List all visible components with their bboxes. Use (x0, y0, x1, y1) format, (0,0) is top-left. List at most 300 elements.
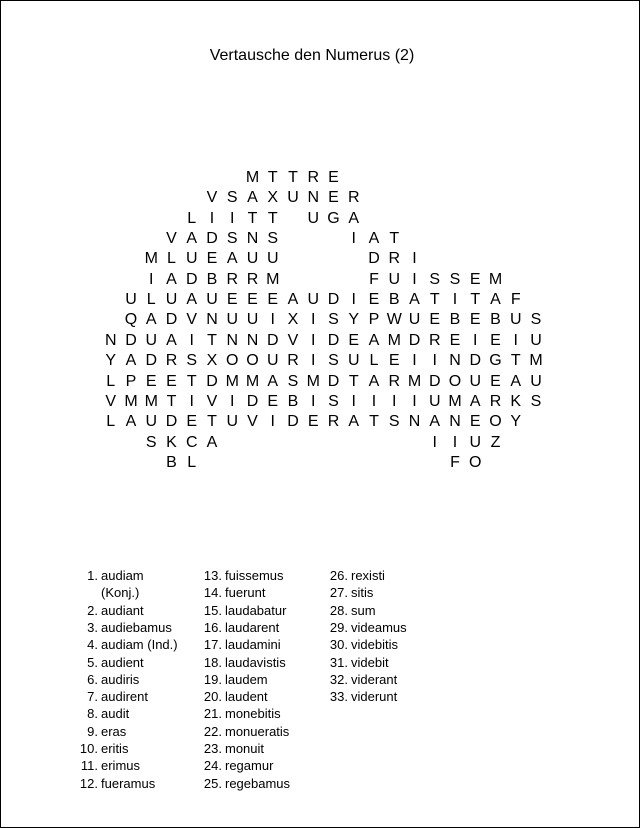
word-text: audiris (101, 671, 140, 687)
grid-letter: T (510, 352, 521, 370)
grid-letter: D (287, 413, 299, 431)
grid-letter: U (347, 352, 360, 370)
grid-letter: U (469, 372, 482, 390)
grid-letter: A (287, 291, 299, 309)
word-list-item (200, 602, 286, 619)
word-text: monueratis (225, 723, 290, 739)
word-number: 6. (87, 671, 98, 687)
grid-letter: I (270, 413, 275, 431)
grid-letter: R (388, 250, 401, 268)
grid-letter: D (165, 311, 178, 329)
word-list-item (200, 567, 284, 584)
grid-letter: I (189, 331, 194, 349)
grid-letter: O (226, 352, 239, 370)
grid-letter: N (408, 413, 421, 431)
grid-letter: P (125, 372, 137, 390)
grid-letter: S (449, 270, 461, 288)
grid-letter: I (351, 392, 356, 410)
grid-letter: T (166, 392, 177, 410)
grid-letter: S (530, 392, 542, 410)
word-list-item (73, 619, 172, 636)
word-number: 8. (87, 706, 98, 722)
word-text: videamus (351, 619, 407, 635)
grid-letter: E (368, 291, 380, 309)
word-number: 14. (203, 585, 222, 601)
word-list-item (200, 723, 289, 740)
grid-letter: R (489, 392, 502, 410)
grid-letter: D (165, 413, 178, 431)
grid-letter: L (146, 291, 156, 309)
grid-letter: U (145, 331, 158, 349)
grid-letter: S (328, 392, 339, 410)
word-text: laudavistis (225, 654, 286, 670)
word-number: 5. (87, 654, 98, 670)
grid-letter: A (186, 291, 198, 309)
word-text: laudarent (225, 619, 280, 635)
grid-letter: T (348, 372, 359, 390)
word-text: audiebamus (101, 619, 172, 635)
grid-letter: V (287, 331, 299, 349)
word-list-item (73, 757, 140, 774)
grid-letter: M (124, 392, 138, 410)
grid-letter: D (125, 331, 137, 349)
word-list-item (73, 636, 178, 653)
grid-letter: E (469, 413, 481, 431)
grid-letter: R (347, 189, 360, 207)
grid-letter: E (469, 270, 481, 288)
grid-letter: R (327, 413, 340, 431)
grid-letter: R (287, 352, 299, 370)
grid-letter: S (328, 352, 339, 370)
grid-letter: E (429, 311, 441, 329)
grid-letter: A (186, 230, 198, 248)
word-list-item (73, 602, 144, 619)
grid-letter: D (469, 352, 482, 370)
page-title: Vertausche den Numerus (2) (209, 47, 415, 64)
grid-letter: L (167, 250, 176, 268)
grid-letter: I (351, 230, 356, 248)
grid-letter: A (267, 372, 279, 390)
grid-letter: I (412, 270, 417, 288)
grid-letter: S (186, 352, 198, 370)
word-list-item (200, 740, 264, 757)
grid-letter: D (266, 331, 279, 349)
grid-letter: I (149, 270, 154, 288)
grid-letter: P (368, 311, 380, 329)
grid-letter: E (206, 250, 218, 268)
grid-letter: W (386, 311, 402, 329)
word-number: 26. (329, 568, 348, 583)
word-list-item (326, 688, 397, 705)
grid-letter: I (452, 291, 458, 309)
word-list-item (200, 705, 281, 722)
grid-letter: M (144, 392, 158, 410)
word-number: 7. (87, 689, 98, 705)
grid-letter: U (125, 291, 137, 309)
grid-letter: T (389, 230, 400, 248)
grid-letter: M (407, 372, 422, 390)
grid-letter: B (206, 270, 218, 288)
word-text: sitis (351, 585, 374, 601)
grid-letter: I (371, 392, 377, 410)
grid-letter: B (490, 311, 501, 329)
grid-letter: E (186, 413, 198, 431)
grid-letter: D (185, 270, 198, 288)
grid-letter: U (307, 291, 320, 309)
grid-letter: I (189, 392, 194, 410)
grid-letter: V (247, 413, 258, 431)
grid-letter: E (348, 331, 360, 349)
grid-letter: Q (124, 311, 138, 329)
grid-letter: U (165, 291, 178, 309)
grid-letter: V (166, 230, 177, 248)
grid-letter: D (408, 331, 421, 349)
grid-letter: A (206, 433, 218, 451)
word-text: viderant (351, 671, 398, 687)
word-list-item (200, 636, 281, 653)
grid-letter: T (429, 291, 440, 309)
grid-letter: X (287, 311, 299, 329)
grid-letter: S (145, 433, 157, 451)
grid-letter: E (307, 413, 319, 431)
word-text: audient (101, 654, 144, 670)
grid-letter: U (307, 209, 320, 227)
word-number: 20. (203, 689, 222, 705)
grid-letter: E (328, 169, 339, 186)
grid-letter: R (226, 270, 239, 288)
grid-letter: D (145, 352, 158, 370)
grid-letter: X (206, 352, 218, 370)
grid-letter: M (448, 392, 462, 410)
word-number: 11. (80, 758, 98, 774)
grid-letter: D (327, 291, 340, 309)
grid-letter: I (473, 331, 478, 349)
word-list-item (73, 584, 139, 601)
grid-letter: F (510, 291, 521, 309)
grid-letter: U (226, 311, 239, 329)
grid-letter: A (247, 189, 258, 207)
word-text: fuerunt (225, 585, 266, 601)
word-list-item (326, 602, 376, 619)
grid-letter: V (105, 392, 117, 410)
grid-letter: A (429, 413, 441, 431)
grid-letter: Z (490, 433, 501, 451)
grid-letter: A (510, 372, 522, 390)
grid-letter: O (246, 352, 259, 370)
grid-letter: U (226, 413, 239, 431)
grid-letter: U (530, 331, 542, 349)
grid-letter: N (104, 331, 117, 349)
grid-letter: I (351, 291, 356, 309)
word-text: audit (101, 706, 130, 722)
word-number: 21. (203, 706, 222, 722)
grid-letter: M (488, 270, 503, 288)
grid-letter: I (452, 433, 458, 451)
grid-letter: B (388, 291, 400, 309)
grid-letter: L (187, 453, 197, 471)
grid-letter: N (449, 352, 461, 370)
grid-letter: D (327, 372, 340, 390)
grid-letter: N (246, 331, 259, 349)
grid-letter: A (368, 372, 380, 390)
word-text: audiam (101, 568, 144, 583)
grid-letter: A (145, 311, 157, 329)
word-text: viderunt (351, 689, 398, 705)
grid-letter: S (530, 311, 542, 329)
grid-letter: A (409, 291, 420, 309)
word-number: 33. (329, 689, 348, 705)
grid-letter: G (327, 209, 340, 227)
grid-letter: A (125, 352, 137, 370)
grid-letter: I (311, 311, 316, 329)
grid-letter: E (388, 352, 400, 370)
grid-letter: O (489, 413, 502, 431)
word-text: videbitis (351, 637, 398, 653)
grid-letter: S (328, 311, 339, 329)
grid-letter: M (245, 169, 260, 186)
grid-letter: V (206, 189, 218, 207)
grid-letter: U (185, 250, 198, 268)
grid-letter: A (469, 392, 481, 410)
word-list-item (200, 654, 286, 671)
word-text: audiant (101, 602, 144, 618)
word-number: 31. (329, 654, 348, 670)
word-number: 15. (203, 602, 222, 618)
word-number: 24. (203, 758, 222, 774)
grid-letter: M (387, 331, 401, 349)
grid-letter: N (307, 189, 320, 207)
grid-letter: E (449, 331, 461, 349)
grid-letter: R (428, 331, 441, 349)
word-number: 9. (87, 723, 98, 739)
grid-letter: L (106, 372, 116, 390)
grid-letter: G (489, 352, 502, 370)
word-list-item (73, 775, 155, 792)
word-text: eritis (101, 741, 129, 756)
word-text: erimus (101, 758, 141, 774)
grid-letter: U (408, 311, 421, 329)
grid-letter: L (369, 352, 379, 370)
grid-letter: L (187, 209, 197, 227)
grid-letter: D (428, 372, 441, 390)
grid-letter: S (429, 270, 441, 288)
grid-letter: I (432, 433, 437, 451)
grid-letter: S (287, 372, 299, 390)
grid-letter: V (186, 311, 198, 329)
grid-letter: I (311, 392, 316, 410)
word-text: laudent (225, 689, 268, 705)
grid-letter: M (144, 250, 158, 268)
word-list-item (326, 671, 397, 688)
grid-letter: B (166, 453, 177, 471)
grid-letter: U (266, 352, 279, 370)
grid-letter: I (311, 331, 316, 349)
word-list-item (73, 671, 139, 688)
word-number: 23. (203, 741, 222, 756)
grid-letter: R (165, 352, 178, 370)
grid-letter: N (246, 230, 259, 248)
grid-letter: D (246, 392, 259, 410)
word-list-item (200, 619, 279, 636)
word-number: 22. (203, 723, 222, 739)
grid-letter: A (125, 413, 137, 431)
word-text: fuissemus (225, 568, 284, 583)
grid-letter: M (245, 372, 260, 390)
grid-letter: S (226, 230, 238, 248)
word-list-item (200, 671, 268, 688)
word-list-item (326, 619, 407, 636)
grid-letter: D (327, 331, 340, 349)
grid-letter: T (186, 372, 197, 390)
word-list-item (326, 654, 389, 671)
grid-letter: K (166, 433, 177, 451)
grid-letter: F (450, 453, 460, 471)
grid-letter: T (207, 413, 217, 431)
word-list-item (200, 775, 290, 792)
grid-letter: E (490, 372, 501, 390)
grid-letter: A (348, 413, 360, 431)
grid-letter: A (368, 331, 380, 349)
grid-letter: E (145, 372, 157, 390)
word-number: 32. (329, 671, 348, 687)
grid-letter: T (369, 413, 379, 431)
word-number: 18. (203, 654, 222, 670)
grid-letter: N (226, 331, 239, 349)
grid-letter: E (166, 372, 177, 390)
grid-letter: U (145, 413, 158, 431)
grid-letter: T (267, 209, 278, 227)
grid-letter: S (388, 413, 400, 431)
word-text: regebamus (225, 775, 291, 791)
grid-letter: M (306, 372, 320, 390)
grid-letter: O (448, 372, 462, 390)
grid-letter: O (469, 453, 482, 471)
word-text: audiam (Ind.) (101, 637, 178, 653)
grid-letter: T (267, 169, 278, 186)
grid-letter: I (412, 352, 417, 370)
grid-letter: U (530, 372, 542, 390)
grid-letter: M (266, 270, 280, 288)
word-list-item (200, 584, 265, 601)
word-text: (Konj.) (101, 585, 140, 601)
word-number: 13. (203, 568, 222, 583)
word-list-item (73, 567, 144, 584)
grid-letter: S (226, 189, 238, 207)
word-number: 30. (329, 637, 348, 653)
grid-letter: L (106, 413, 116, 431)
grid-letter: E (226, 291, 238, 309)
grid-letter: E (469, 311, 481, 329)
grid-letter: A (226, 250, 238, 268)
grid-letter: E (490, 331, 501, 349)
grid-letter: A (166, 331, 177, 349)
grid-letter: N (449, 413, 461, 431)
word-number: 2. (87, 602, 98, 618)
grid-letter: E (328, 189, 339, 207)
word-number: 4. (87, 637, 98, 653)
word-text: videbit (351, 654, 389, 670)
word-number: 29. (329, 619, 348, 635)
grid-letter: T (247, 209, 258, 227)
grid-letter: I (311, 352, 316, 370)
word-text: monebitis (225, 706, 281, 722)
word-list-item (326, 567, 385, 584)
word-number: 28. (329, 602, 348, 618)
word-number: 25. (203, 775, 222, 791)
grid-letter: U (287, 189, 299, 207)
grid-letter: S (267, 230, 279, 248)
grid-letter: E (247, 291, 258, 309)
grid-letter: Y (105, 352, 117, 370)
word-list-item (326, 584, 373, 601)
grid-letter: T (207, 331, 217, 349)
grid-letter: U (266, 250, 279, 268)
grid-letter: X (267, 189, 279, 207)
grid-letter: I (412, 250, 417, 268)
word-text: laudem (225, 671, 268, 687)
grid-letter: R (307, 169, 320, 186)
word-list-item (73, 688, 148, 705)
word-list-item (326, 636, 398, 653)
grid-letter: B (287, 392, 299, 410)
grid-letter: C (185, 433, 198, 451)
grid-letter: Y (510, 413, 522, 431)
word-text: laudamini (225, 637, 281, 653)
word-text: sum (351, 602, 376, 618)
word-text: laudabatur (225, 602, 287, 618)
grid-letter: B (449, 311, 461, 329)
word-text: audirent (101, 689, 148, 705)
word-text: eras (101, 723, 127, 739)
grid-letter: M (225, 372, 239, 390)
grid-letter: K (510, 392, 522, 410)
grid-letter: V (206, 392, 218, 410)
grid-letter: I (270, 311, 275, 329)
grid-letter: I (392, 392, 397, 410)
grid-letter: I (513, 331, 518, 349)
grid-letter: U (428, 392, 441, 410)
grid-letter: A (348, 209, 360, 227)
grid-letter: T (288, 169, 298, 186)
word-number: 19. (203, 671, 222, 687)
grid-letter: U (206, 291, 218, 309)
word-number: 10. (79, 741, 98, 756)
grid-letter: A (368, 230, 380, 248)
word-list-item (200, 757, 273, 774)
grid-letter: U (246, 311, 259, 329)
word-text: regamur (225, 758, 274, 774)
word-number: 17. (203, 637, 222, 653)
grid-letter: I (209, 209, 215, 227)
grid-letter: D (368, 250, 380, 268)
grid-letter: E (267, 291, 279, 309)
grid-letter: U (388, 270, 401, 288)
word-text: rexisti (351, 568, 385, 583)
grid-letter: N (206, 311, 218, 329)
grid-letter: E (267, 392, 279, 410)
word-list-item (73, 705, 129, 722)
grid-letter: Y (348, 311, 360, 329)
word-number: 12. (79, 775, 98, 791)
word-list-item (73, 740, 128, 757)
grid-letter: F (369, 270, 379, 288)
word-text: fueramus (101, 775, 156, 791)
word-number: 27. (329, 585, 348, 601)
grid-letter: R (388, 372, 401, 390)
grid-letter: I (230, 392, 235, 410)
grid-letter: D (206, 230, 218, 248)
word-number: 16. (203, 619, 222, 635)
